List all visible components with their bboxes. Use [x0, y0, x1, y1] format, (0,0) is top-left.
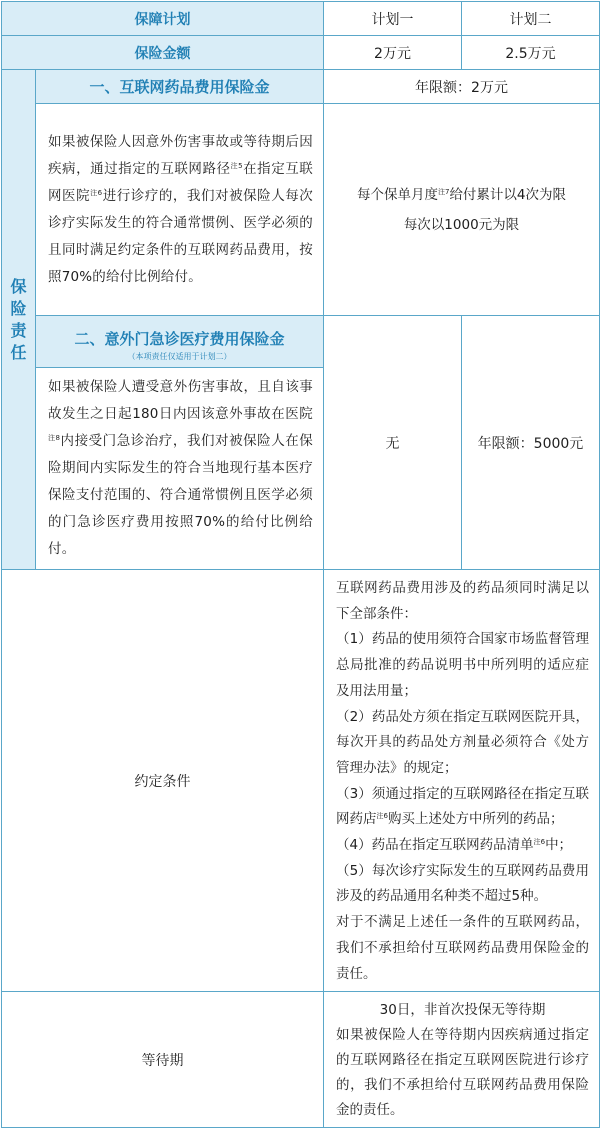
waiting-content — [324, 992, 600, 1128]
section2-plan2-value: 年限额：5000元 — [462, 316, 600, 570]
amount-label: 保险金额 — [2, 36, 324, 70]
note-marker: 注6 — [533, 838, 546, 847]
note-marker: 注7 — [437, 187, 450, 196]
section2-title-row — [2, 316, 600, 368]
section1-body-row — [2, 104, 600, 316]
note-marker: 注6 — [90, 188, 103, 197]
conditions-outro: 对于不满足上述任一条件的互联网药品，我们不承担给付互联网药品费用保险金的责任。 — [336, 914, 589, 982]
waiting-row — [2, 992, 600, 1128]
note-marker: 注6 — [376, 812, 388, 821]
waiting-period-text: 如果被保险人在等待期内因疾病通过指定的互联网路径在指定互联网医院进行诊疗的，我们不承担给付互联网药品费用保险金的责任。 — [336, 1027, 589, 1119]
condition-item: （3）须通过指定的互联网路径在指定互联网药店$^{注6}$购买上述处方中所列的药品； — [336, 785, 589, 828]
plan2-header: 计划二 — [462, 2, 600, 36]
waiting-label: 等待期 — [2, 992, 324, 1128]
section1-title: 一、互联网药品费用保险金 — [36, 70, 324, 104]
section1-limit-line1: 每个保单月度$^{注7}$给付累计以4次为限 — [356, 186, 567, 203]
condition-item: （4）药品在指定互联网药品清单$^{注6}$中； — [336, 837, 573, 854]
condition-item: （2）药品处方须在指定互联网医院开具，每次开具的药品处方剂量必须符合《处方管理办法》的规定； — [336, 708, 589, 776]
section2-title-cell — [36, 316, 324, 368]
condition-item: （5）每次诊疗实际发生的互联网药品费用涉及的药品通用名种类不超过5种。 — [336, 862, 589, 905]
section1-description: 如果被保险人因意外伤害事故或等待期后因疾病，通过指定的互联网路径$^{注5}$在指定互联网医院$^{注6}$进行诊疗的，我们对被保险人每次诊疗实际发生的符合通常惯例、医学必须的且同时满足约定条件的互联网药品费用，按照70%的给付比例给付。 — [36, 104, 324, 316]
section2-description: 如果被保险人遭受意外伤害事故，且自该事故发生之日起180日内因该意外事故在医院$^{注8}$内接受门急诊治疗，我们对被保险人在保险期间内实际发生的符合当地现行基本医疗保险支付范围的、符合通常惯例且医学必须的门急诊医疗费用按照70%的给付比例给付。 — [36, 368, 324, 570]
conditions-row — [2, 570, 600, 992]
section2-title: 二、意外门急诊医疗费用保险金 — [74, 329, 285, 348]
conditions-intro: 互联网药品费用涉及的药品须同时满足以下全部条件： — [336, 580, 589, 622]
plan1-amount: 2万元 — [324, 36, 462, 70]
plan2-amount: 2.5万元 — [462, 36, 600, 70]
section1-limit-line2: 每次以1000元为限 — [403, 216, 520, 233]
section2-subnote: （本项责任仅适用于计划二） — [127, 351, 232, 361]
section1-limit-detail — [324, 104, 600, 316]
amount-row — [2, 36, 600, 70]
conditions-label: 约定条件 — [2, 570, 324, 992]
plan1-header: 计划一 — [324, 2, 462, 36]
plan-label: 保障计划 — [2, 2, 324, 36]
note-marker: 注5 — [230, 161, 243, 170]
plan-header-row — [2, 2, 600, 36]
responsibility-side-label: 保 险 责 任 — [2, 70, 36, 570]
waiting-period-line: 30日，非首次投保无等待期 — [379, 1002, 546, 1019]
section1-annual-limit: 年限额：2万元 — [324, 70, 600, 104]
section1-title-row — [2, 70, 600, 104]
note-marker: 注8 — [48, 434, 61, 442]
conditions-content — [324, 570, 600, 992]
condition-item: （1）药品的使用须符合国家市场监督管理总局批准的药品说明书中所列明的适应症及用法用量； — [336, 631, 589, 699]
insurance-coverage-table — [1, 1, 600, 1128]
section2-plan1-value: 无 — [324, 316, 462, 570]
